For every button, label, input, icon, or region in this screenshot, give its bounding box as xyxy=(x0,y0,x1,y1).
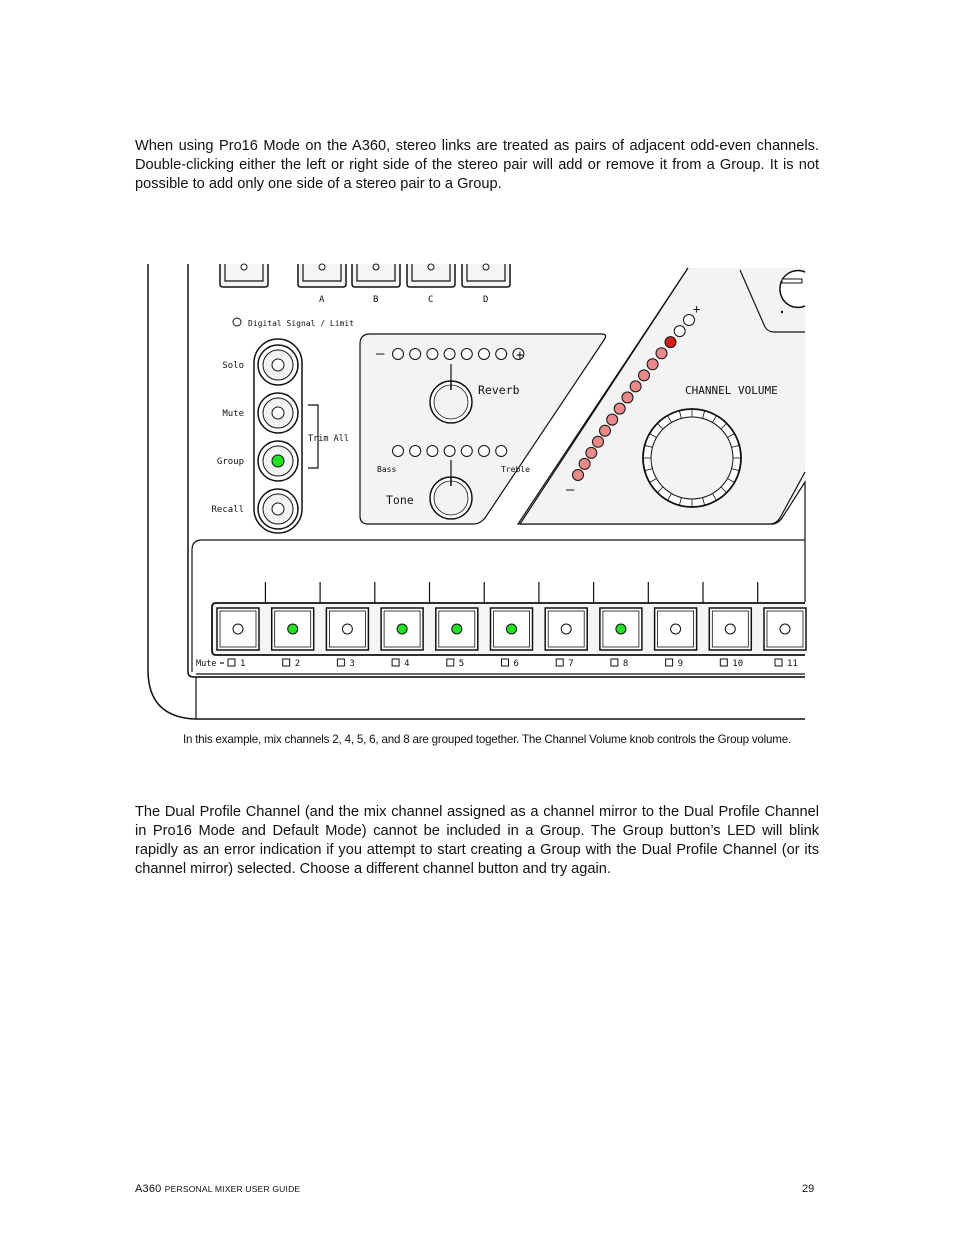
volume-led xyxy=(600,425,611,436)
channel-1-button[interactable] xyxy=(217,608,259,650)
channel-4-led xyxy=(397,624,407,634)
channel-3-button[interactable] xyxy=(326,608,368,650)
reverb-led xyxy=(393,349,404,360)
tone-led xyxy=(461,446,472,457)
tone-led xyxy=(410,446,421,457)
tone-led xyxy=(444,446,455,457)
channel-9-button[interactable] xyxy=(655,608,697,650)
dual-profile-paragraph: The Dual Profile Channel (and the mix channel assigned as a channel mirror to the Dual Profile Channel in Pro16 Mode and Default Mode) cannot be included in a Group. The Group button’s LED will blink rapidly as an error indication if you attempt to start creating a Group with the Dual Profile Channel (or its channel mirror) selected. Choose a different channel button and try again. xyxy=(135,804,819,877)
volume-minus: – xyxy=(566,482,575,498)
group-c-button[interactable] xyxy=(407,264,455,287)
digital-signal-label: Digital Signal / Limit xyxy=(248,319,354,328)
channel-8-button[interactable] xyxy=(600,608,642,650)
bass-label: Bass xyxy=(377,465,397,474)
mute-indicator xyxy=(392,659,399,666)
volume-led xyxy=(573,470,584,481)
digital-signal-led xyxy=(233,318,241,326)
volume-led xyxy=(674,326,685,337)
volume-led xyxy=(630,381,641,392)
reverb-knob[interactable] xyxy=(430,381,472,423)
channel-8-led xyxy=(616,624,626,634)
recall-led xyxy=(272,503,284,515)
figure-caption: In this example, mix channels 2, 4, 5, 6, and 8 are grouped together. The Channel Volume knob controls the Group volume. xyxy=(183,733,792,746)
volume-plus: + xyxy=(693,302,701,316)
channel-2-led xyxy=(288,624,298,634)
reverb-label: Reverb xyxy=(478,383,520,397)
channel-2-button[interactable] xyxy=(272,608,314,650)
channel-7-button[interactable] xyxy=(545,608,587,650)
reverb-led xyxy=(427,349,438,360)
tone-led xyxy=(496,446,507,457)
recall-button[interactable] xyxy=(258,489,298,529)
mute-indicator xyxy=(775,659,782,666)
channel-11-button[interactable] xyxy=(764,608,806,650)
channel-number-label: 5 xyxy=(458,659,465,669)
volume-led xyxy=(586,447,597,458)
channel-10-button[interactable] xyxy=(709,608,751,650)
group-a-button[interactable] xyxy=(298,264,346,287)
group-button[interactable] xyxy=(258,441,298,481)
channel-3-led xyxy=(342,624,352,634)
channel-volume-knob[interactable] xyxy=(643,409,741,507)
channel-7-led xyxy=(561,624,571,634)
volume-led xyxy=(614,403,625,414)
trim-all-label: Trim All xyxy=(308,434,349,444)
recall-top-button[interactable] xyxy=(220,264,268,287)
volume-led xyxy=(593,436,604,447)
tone-label: Tone xyxy=(386,493,414,507)
solo-led xyxy=(272,359,284,371)
mute-indicator xyxy=(502,659,509,666)
page-number: 29 xyxy=(802,1183,815,1195)
channel-number-label: 9 xyxy=(677,659,684,669)
volume-led xyxy=(639,370,650,381)
channel-volume-label: CHANNEL VOLUME xyxy=(685,384,778,397)
tone-knob[interactable] xyxy=(430,477,472,519)
channel-button-row xyxy=(217,608,806,650)
footer-guide-prefix: A360 xyxy=(135,1183,162,1195)
footer-guide-name: PERSONAL MIXER USER GUIDE xyxy=(164,1184,301,1194)
volume-led xyxy=(607,414,618,425)
channel-number-label: 3 xyxy=(349,659,355,669)
channel-number-label: 7 xyxy=(568,659,574,669)
group-letter-label: A xyxy=(319,295,325,305)
group-letter-label: D xyxy=(483,295,489,305)
mute-indicator xyxy=(337,659,344,666)
volume-led xyxy=(622,392,633,403)
tone-led xyxy=(427,446,438,457)
channel-number-label: 8 xyxy=(622,659,629,669)
tone-led xyxy=(393,446,404,457)
recall-label: Recall xyxy=(211,505,244,515)
group-button-row xyxy=(298,264,510,305)
mute-button[interactable] xyxy=(258,393,298,433)
group-d-button[interactable] xyxy=(462,264,510,287)
group-letter-label: B xyxy=(373,295,379,305)
reverb-led xyxy=(410,349,421,360)
channel-number-label: 10 xyxy=(732,659,744,669)
channel-number-label: 4 xyxy=(404,659,410,669)
group-led xyxy=(272,455,284,467)
channel-1-led xyxy=(233,624,243,634)
channel-9-led xyxy=(671,624,681,634)
channel-6-button[interactable] xyxy=(491,608,533,650)
footer-guide-title xyxy=(135,1183,300,1195)
volume-led xyxy=(647,359,658,370)
treble-label: Treble xyxy=(501,465,530,474)
tone-led xyxy=(479,446,490,457)
mute-indicator xyxy=(447,659,454,666)
channel-11-led xyxy=(780,624,790,634)
mute-indicator xyxy=(556,659,563,666)
channel-number-label: 2 xyxy=(294,659,301,669)
mute-indicator xyxy=(228,659,235,666)
mute-indicator xyxy=(611,659,618,666)
channel-5-button[interactable] xyxy=(436,608,478,650)
channel-number-label: 6 xyxy=(513,659,519,669)
channel-4-button[interactable] xyxy=(381,608,423,650)
channel-5-led xyxy=(452,624,462,634)
reverb-minus: – xyxy=(376,346,385,362)
reverb-led xyxy=(479,349,490,360)
channel-number-label: 1 xyxy=(240,659,246,669)
reverb-plus: + xyxy=(516,348,524,363)
solo-label: Solo xyxy=(222,361,244,371)
group-label: Group xyxy=(216,457,244,467)
mute-indicator xyxy=(666,659,673,666)
volume-led xyxy=(684,315,695,326)
channel-label-row xyxy=(228,659,798,669)
channel-10-led xyxy=(725,624,735,634)
mute-indicator xyxy=(283,659,290,666)
volume-led xyxy=(665,337,676,348)
reverb-led xyxy=(496,349,507,360)
mixer-panel-figure xyxy=(140,262,808,724)
mute-label: Mute xyxy=(196,659,217,669)
mute-led xyxy=(272,407,284,419)
reverb-led xyxy=(444,349,455,360)
solo-button[interactable] xyxy=(258,345,298,385)
channel-tick-marks xyxy=(265,582,757,603)
reverb-led xyxy=(461,349,472,360)
mute-indicator xyxy=(720,659,727,666)
volume-led xyxy=(579,458,590,469)
group-b-button[interactable] xyxy=(352,264,400,287)
stereo-link-paragraph: When using Pro16 Mode on the A360, stereo links are treated as pairs of adjacent odd-even channels. Double-clicking either the left or right side of the stereo pair will add or remove it from a Group. It is not possible to add only one side of a stereo pair to a Group. xyxy=(135,138,819,192)
channel-6-led xyxy=(507,624,517,634)
volume-led xyxy=(656,348,667,359)
mute-label: Mute xyxy=(222,409,244,419)
group-letter-label: C xyxy=(428,295,434,305)
channel-number-label: 11 xyxy=(787,659,798,669)
